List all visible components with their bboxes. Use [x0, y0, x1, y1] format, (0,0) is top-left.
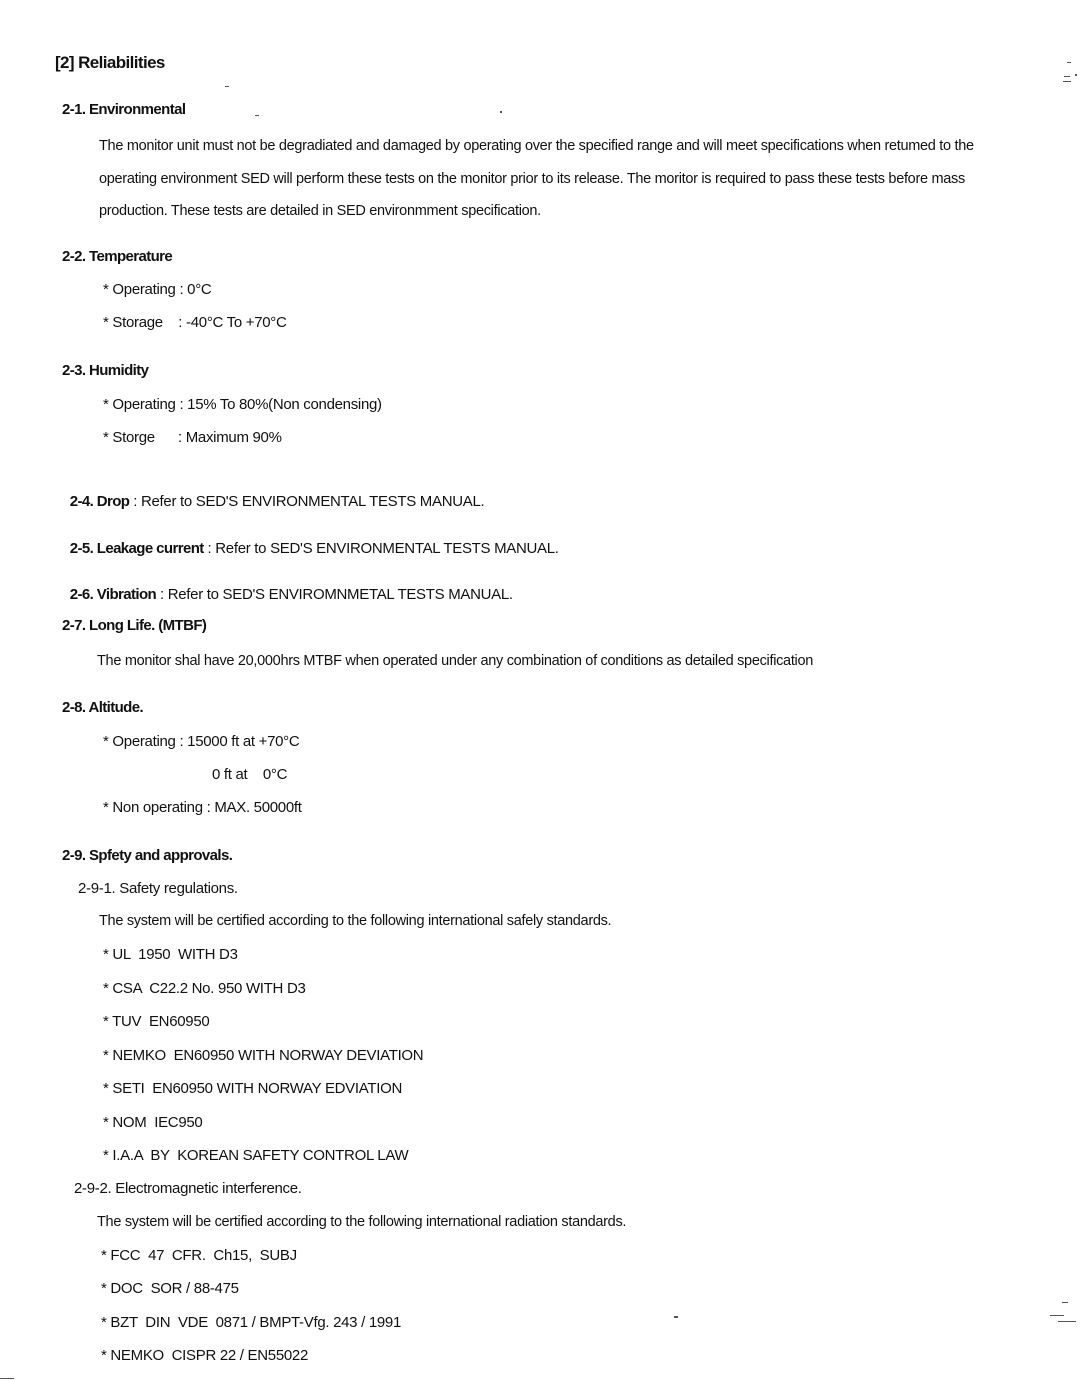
scan-speck	[1063, 81, 1071, 82]
leakage-line	[62, 526, 559, 556]
heading-temperature: 2-2. Temperature	[62, 248, 173, 265]
scan-speck	[1058, 1321, 1076, 1322]
scan-speck	[674, 1316, 678, 1318]
safety-item: * CSA C22.2 No. 950 WITH D3	[103, 980, 306, 997]
leakage-text: : Refer to SED'S ENVIRONMENTAL TESTS MANUAL.	[203, 540, 559, 557]
safety-item: * TUV EN60950	[103, 1013, 210, 1030]
long-life-text: The monitor shal have 20,000hrs MTBF when operated under any combination of conditions as detailed specification	[97, 653, 814, 669]
heading-safety-approvals: 2-9. Spfety and approvals.	[62, 847, 233, 864]
vibration-text: : Refer to SED'S ENVIROMNMETAL TESTS MANUAL.	[156, 586, 513, 603]
humidity-operating: * Operating : 15% To 80%(Non condensing)	[103, 396, 382, 413]
heading-safety-regulations: 2-9-1. Safety regulations.	[78, 880, 238, 897]
scan-speck	[255, 115, 259, 116]
heading-humidity: 2-3. Humidity	[62, 362, 149, 379]
scan-speck	[500, 111, 502, 113]
scan-speck	[1067, 62, 1071, 63]
emi-item: * FCC 47 CFR. Ch15, SUBJ	[101, 1247, 297, 1264]
heading-long-life: 2-7. Long Life. (MTBF)	[62, 617, 207, 634]
emi-item: * BZT DIN VDE 0871 / BMPT-Vfg. 243 / 1991	[101, 1314, 401, 1331]
heading-drop: 2-4. Drop	[69, 493, 130, 510]
scan-speck	[1075, 74, 1077, 76]
emi-item: * DOC SOR / 88-475	[101, 1280, 239, 1297]
safety-item: * NOM IEC950	[103, 1114, 203, 1131]
scan-speck	[225, 86, 229, 87]
environmental-paragraph-line-3: production. These tests are detailed in SED environmment specification.	[99, 203, 541, 219]
safety-item: * UL 1950 WITH D3	[103, 946, 238, 963]
safety-item: * NEMKO EN60950 WITH NORWAY DEVIATION	[103, 1047, 424, 1064]
humidity-storge: * Storge : Maximum 90%	[103, 429, 282, 446]
emi-intro: The system will be certified according to the following international radiation standards.	[97, 1214, 627, 1230]
heading-environmental: 2-1. Environmental	[62, 101, 186, 118]
temperature-operating: * Operating : 0°C	[103, 281, 212, 298]
environmental-paragraph-line-1: The monitor unit must not be degradiated and damaged by operating over the specified range and will meet specifications when retumed to the	[99, 138, 974, 154]
altitude-non-operating: * Non operating : MAX. 50000ft	[103, 799, 302, 816]
environmental-paragraph-line-2: operating environment SED will perform these tests on the monitor prior to its release. The moritor is required to pass these tests before mass	[99, 171, 965, 187]
temperature-storage: * Storage : -40°C To +70°C	[103, 314, 287, 331]
safety-item: * SETI EN60950 WITH NORWAY EDVIATION	[103, 1080, 402, 1097]
safety-intro: The system will be certified according to the following international safely standards.	[99, 913, 612, 929]
heading-altitude: 2-8. Altitude.	[62, 699, 144, 716]
emi-item: * NEMKO CISPR 22 / EN55022	[101, 1347, 308, 1364]
vibration-line	[62, 572, 513, 602]
scan-speck	[1064, 76, 1070, 77]
heading-leakage-current: 2-5. Leakage current	[69, 540, 204, 557]
heading-vibration: 2-6. Vibration	[69, 586, 157, 603]
section-title: [2] Reliabilities	[55, 53, 165, 72]
safety-item: * I.A.A BY KOREAN SAFETY CONTROL LAW	[103, 1147, 409, 1164]
drop-line	[62, 479, 484, 509]
drop-text: : Refer to SED'S ENVIRONMENTAL TESTS MANUAL.	[129, 493, 485, 510]
scan-speck	[0, 1378, 14, 1379]
altitude-operating-1: * Operating : 15000 ft at +70°C	[103, 733, 300, 750]
heading-electromagnetic-interference: 2-9-2. Electromagnetic interference.	[74, 1180, 302, 1197]
scan-speck	[1050, 1315, 1064, 1316]
altitude-operating-2: 0 ft at 0°C	[212, 766, 288, 783]
scan-speck	[1062, 1302, 1068, 1303]
